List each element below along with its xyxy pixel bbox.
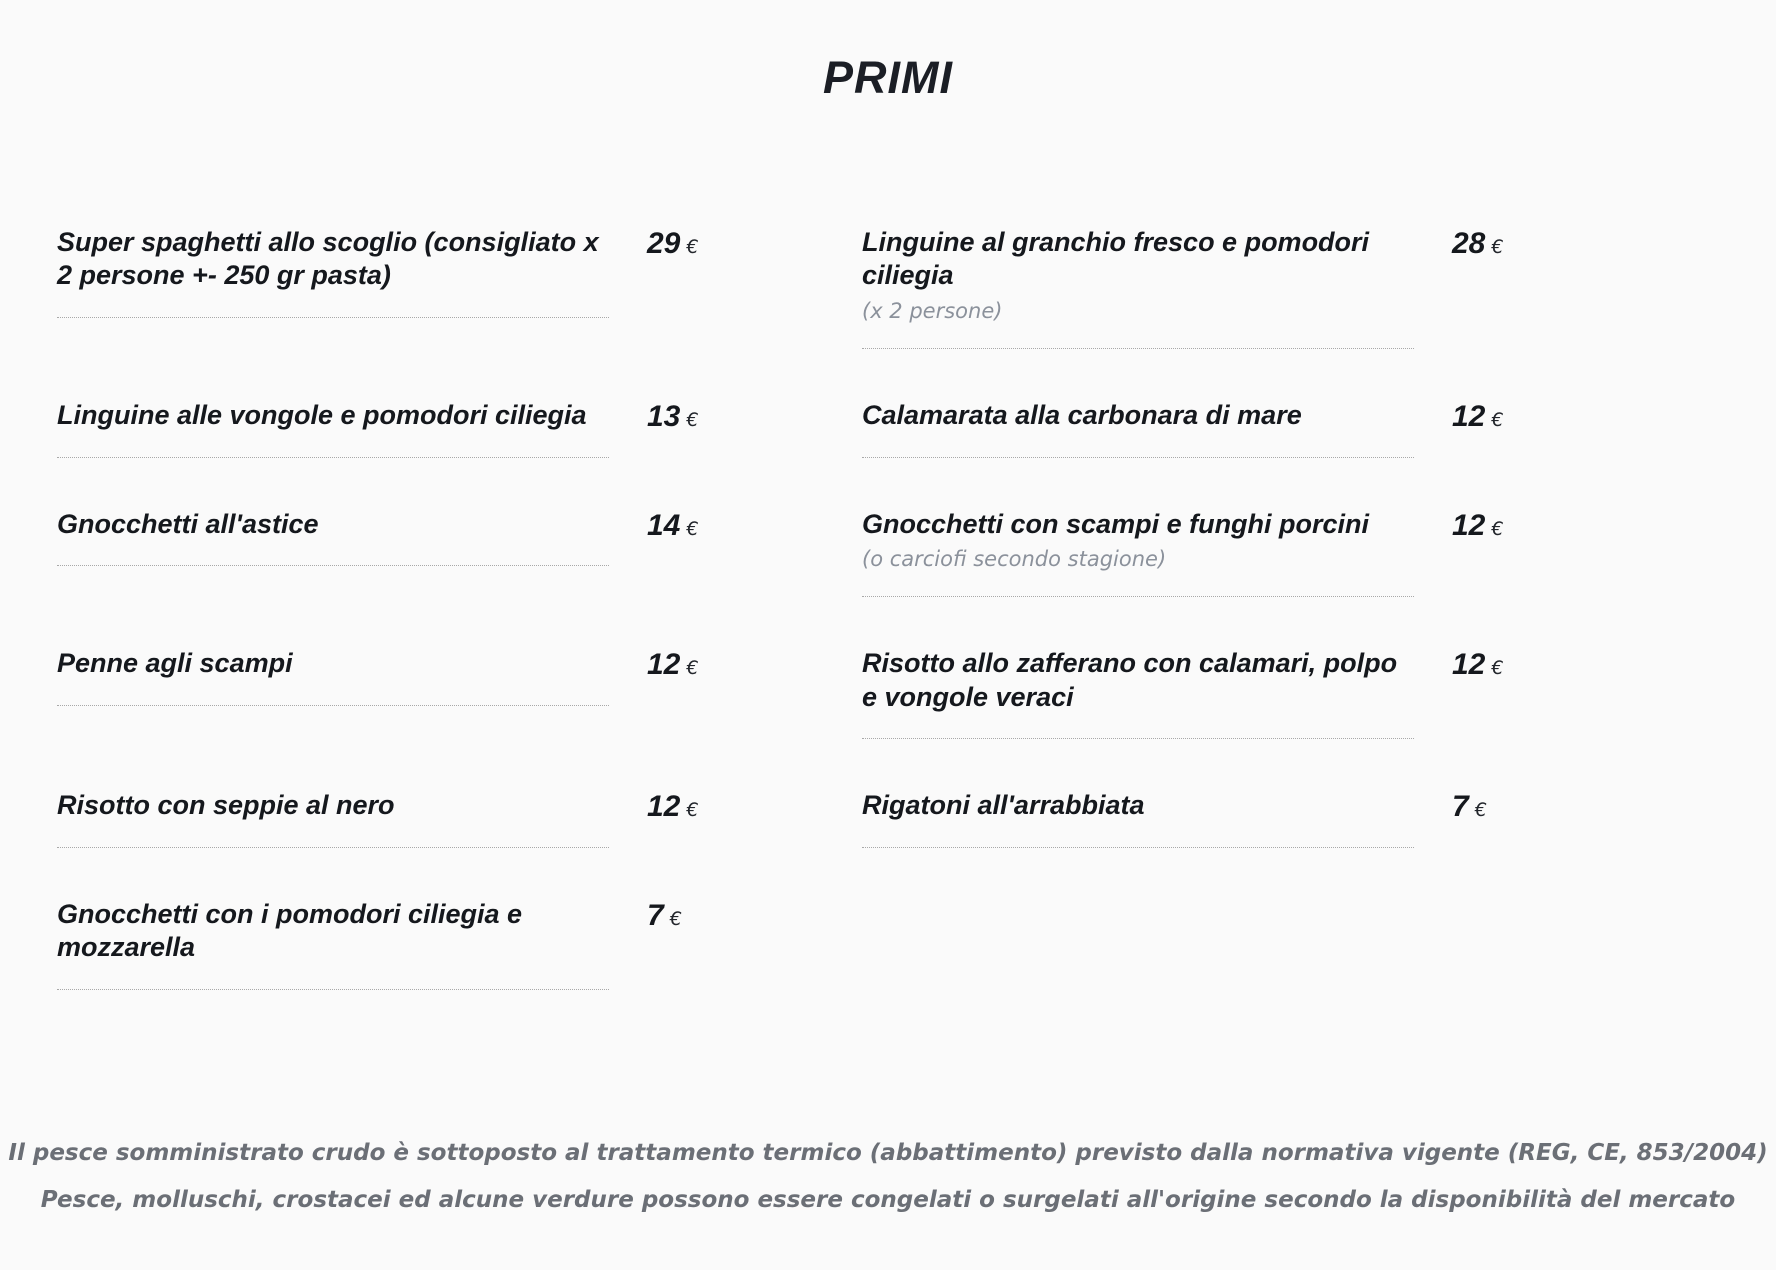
currency-symbol: €: [686, 236, 699, 258]
menu-item-text: [862, 399, 1414, 457]
price-value: 28: [1452, 227, 1486, 260]
menu-item-name: Penne agli scampi: [57, 648, 293, 679]
menu-item-text: [862, 508, 1414, 598]
menu-item: [862, 647, 1527, 739]
menu-item-price: [1452, 508, 1503, 543]
menu-item-name: Risotto con seppie al nero: [57, 790, 395, 821]
currency-symbol: €: [686, 517, 699, 540]
menu-item-name: Rigatoni all'arrabbiata: [862, 790, 1145, 821]
menu-item-name: Gnocchetti all'astice: [57, 508, 319, 539]
menu-item: [57, 789, 722, 847]
menu-item-text: [57, 399, 609, 457]
menu-item-text: [57, 789, 609, 847]
menu-item: [57, 226, 722, 318]
menu-item: [862, 399, 1527, 457]
price-value: 29: [647, 227, 681, 260]
menu-item-price: [1452, 789, 1487, 824]
price-value: 14: [647, 508, 681, 542]
menu-item-name: Super spaghetti allo scoglio (consigliato x 2 persone +- 250 gr pasta): [57, 227, 599, 291]
menu-item-name: Risotto allo zafferano con calamari, polpo e vongole veraci: [862, 648, 1398, 712]
price-value: 7: [647, 898, 664, 932]
currency-symbol: €: [1474, 799, 1487, 822]
price-value: 12: [647, 648, 681, 682]
menu-footnotes: [0, 1140, 1776, 1213]
menu-item-note: (x 2 persone): [862, 298, 1003, 323]
menu-item-name: Calamarata alla carbonara di mare: [862, 400, 1302, 431]
menu-item-name: Linguine alle vongole e pomodori ciliegia: [57, 400, 587, 431]
page-title: PRIMI: [822, 52, 953, 103]
menu-item: [57, 399, 722, 457]
menu-item-price: [647, 508, 698, 543]
currency-symbol: €: [1491, 657, 1504, 680]
menu-item: [862, 226, 1527, 349]
menu-item-note: (o carciofi secondo stagione): [862, 547, 1167, 572]
currency-symbol: €: [686, 799, 699, 822]
price-value: 12: [1452, 648, 1486, 682]
currency-symbol: €: [1491, 517, 1504, 540]
currency-symbol: €: [669, 907, 682, 930]
menu-item-name: Linguine al granchio fresco e pomodori ciliegia: [862, 227, 1370, 291]
menu-item: [862, 508, 1527, 598]
menu-item-price: [647, 898, 682, 933]
menu-item: [57, 508, 722, 566]
currency-symbol: €: [1491, 236, 1504, 258]
menu-item-price: [1452, 399, 1503, 434]
price-value: 13: [647, 400, 681, 434]
menu-item-text: [862, 647, 1414, 739]
menu-item-name: Gnocchetti con i pomodori ciliegia e mozzarella: [57, 898, 523, 963]
menu-item-price: [647, 226, 698, 261]
menu-item-name: Gnocchetti con scampi e funghi porcini: [862, 508, 1370, 539]
menu-item-price: [1452, 647, 1503, 682]
menu-item-text: [57, 898, 609, 990]
currency-symbol: €: [1491, 409, 1504, 432]
menu-item-price: [647, 647, 698, 682]
menu-item: [57, 898, 722, 990]
menu-item-price: [647, 399, 698, 434]
footnote-line-2: Pesce, molluschi, crostacei ed alcune verdure possono essere congelati o surgelati all'origine secondo la disponibilità del mercato: [40, 1186, 1736, 1213]
price-value: 12: [647, 790, 681, 824]
menu-item-text: [57, 647, 609, 705]
menu-item-text: [862, 226, 1414, 349]
menu-item-text: [57, 508, 609, 566]
menu-item: [57, 647, 722, 705]
currency-symbol: €: [686, 657, 699, 680]
menu-grid: [57, 226, 1776, 990]
footnote-line-1: Il pesce somministrato crudo è sottoposto al trattamento termico (abbattimento) previsto dalla normativa vigente (REG, CE, 853/2004): [8, 1139, 1768, 1166]
menu-item-text: [862, 789, 1414, 847]
currency-symbol: €: [686, 409, 699, 432]
menu-item-price: [1452, 226, 1503, 261]
price-value: 12: [1452, 400, 1486, 434]
menu-item: [862, 789, 1527, 847]
menu-item-text: [57, 226, 609, 318]
price-value: 7: [1452, 790, 1469, 824]
price-value: 12: [1452, 508, 1486, 542]
menu-item-price: [647, 789, 698, 824]
